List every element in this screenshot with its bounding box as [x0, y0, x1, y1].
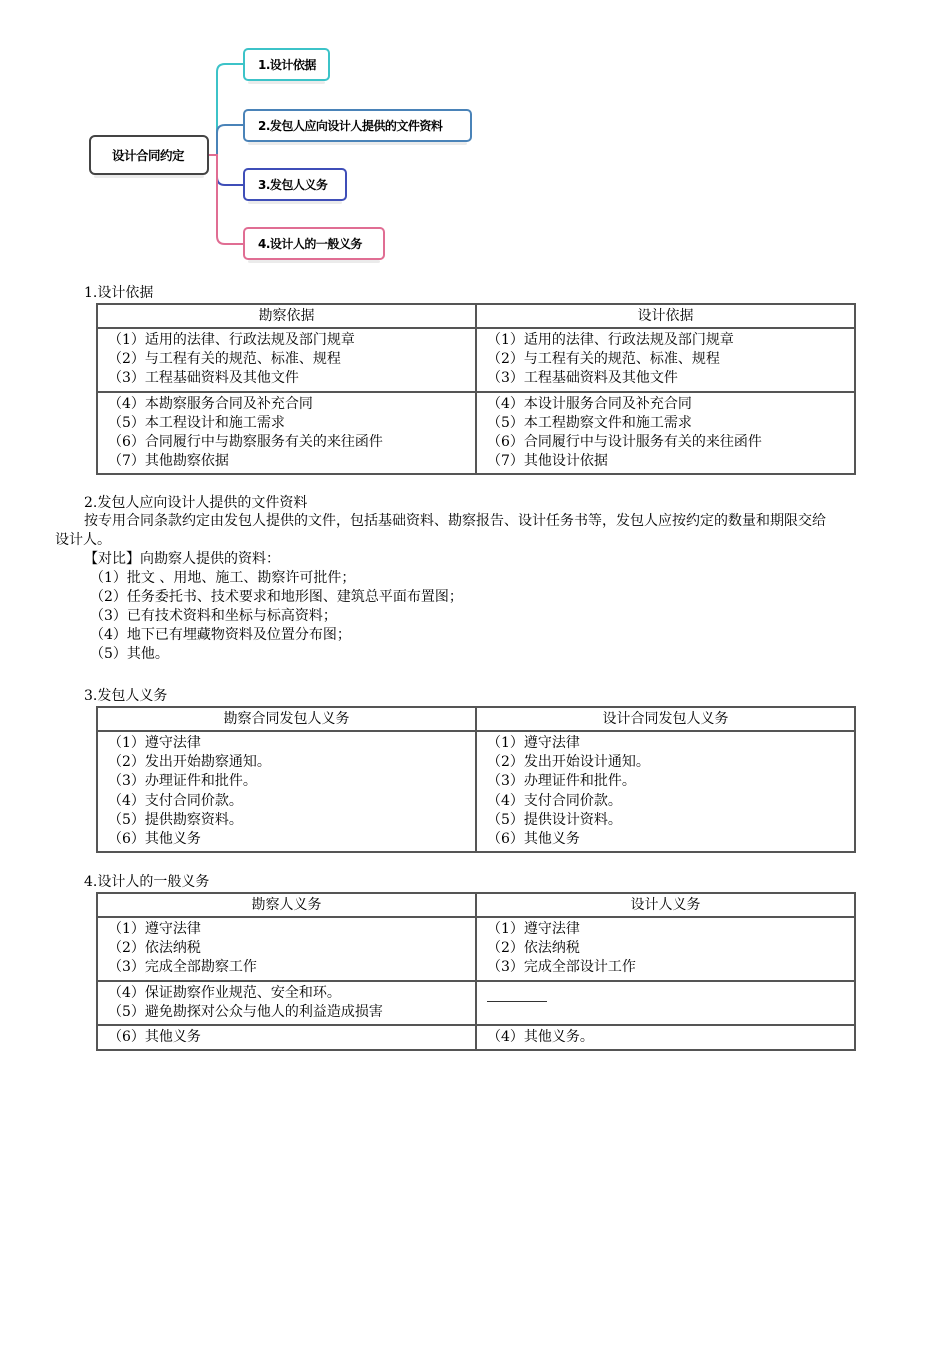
table-row	[97, 917, 855, 981]
list-item: （4）本勘察服务合同及补充合同	[108, 395, 313, 412]
list-item: （6）合同履行中与设计服务有关的来往函件	[487, 434, 762, 451]
list-item: （2）发出开始勘察通知。	[108, 754, 271, 771]
list-item: （5）避免勘探对公众与他人的利益造成损害	[108, 1003, 383, 1020]
list-item: （4）其他义务。	[487, 1029, 594, 1046]
list-item: （1）适用的法律、行政法规及部门规章	[487, 332, 734, 348]
section-1-title: 1.设计依据	[84, 285, 154, 301]
mindmap-branch-3: 3.发包人义务	[243, 168, 347, 201]
list-item: （2）与工程有关的规范、标准、规程	[487, 351, 720, 368]
mindmap-branch-1: 1.设计依据	[243, 48, 330, 81]
list-item: （4）地下已有埋藏物资料及位置分布图；	[90, 627, 351, 643]
list-item: （3）完成全部勘察工作	[108, 959, 257, 976]
column-header: 勘察人义务	[97, 893, 476, 917]
section-3-title: 3.发包人义务	[84, 688, 168, 704]
list-item: （1）适用的法律、行政法规及部门规章	[108, 332, 355, 348]
table-cell	[476, 981, 855, 1025]
list-item: （4）支付合同价款。	[108, 792, 243, 809]
list-item: （1）遵守法律	[487, 735, 580, 751]
mindmap-branch-4: 4.设计人的一般义务	[243, 227, 385, 260]
list-item: （4）保证勘察作业规范、安全和环。	[108, 984, 341, 1001]
mindmap-root-node: 设计合同约定	[89, 135, 209, 175]
table-cell	[476, 1025, 855, 1050]
list-item: （6）其他义务	[108, 1029, 201, 1046]
connector-3	[209, 155, 243, 185]
table-row	[97, 1025, 855, 1050]
designer-obligations-table	[96, 892, 856, 1051]
table-cell	[97, 1025, 476, 1050]
list-item: （3）工程基础资料及其他文件	[108, 370, 299, 387]
list-item: （7）其他勘察依据	[108, 453, 229, 470]
table-header-row	[97, 893, 855, 917]
list-item: （2）任务委托书、技术要求和地形图、建筑总平面布置图；	[90, 589, 463, 605]
list-item: （3）完成全部设计工作	[487, 959, 636, 976]
column-header: 勘察合同发包人义务	[97, 707, 476, 731]
list-item: （2）与工程有关的规范、标准、规程	[108, 351, 341, 368]
list-item: （5）本工程设计和施工需求	[108, 414, 285, 431]
employer-obligations-table	[96, 706, 856, 853]
list-item: （2）依法纳税	[108, 940, 201, 957]
connector-1	[209, 64, 243, 155]
table-row	[97, 981, 855, 1025]
mindmap	[0, 0, 950, 275]
list-item: （1）遵守法律	[108, 921, 201, 937]
table-row	[97, 731, 855, 852]
table-row	[97, 392, 855, 475]
list-item: （2）发出开始设计通知。	[487, 754, 650, 771]
list-item: （1）批文 、用地、施工、勘察许可批件；	[90, 570, 356, 586]
list-item: （5）提供设计资料。	[487, 811, 622, 828]
table-cell	[476, 731, 855, 852]
list-item: （6）其他义务	[108, 831, 201, 848]
comparison-label: 【对比】向勘察人提供的资料：	[84, 551, 280, 567]
list-item: （4）本设计服务合同及补充合同	[487, 395, 692, 412]
list-item: （3）办理证件和批件。	[487, 773, 636, 790]
list-item: （6）其他义务	[487, 831, 580, 848]
connector-4	[209, 155, 243, 244]
table-cell	[476, 392, 855, 475]
list-item: （5）本工程勘察文件和施工需求	[487, 414, 692, 431]
list-item: （6）合同履行中与勘察服务有关的来往函件	[108, 434, 383, 451]
list-item: （3）工程基础资料及其他文件	[487, 370, 678, 387]
list-item: （4）支付合同价款。	[487, 792, 622, 809]
list-item: （5）提供勘察资料。	[108, 811, 243, 828]
table-cell	[97, 392, 476, 475]
table-cell	[97, 917, 476, 981]
table-row	[97, 328, 855, 392]
table-cell	[476, 328, 855, 392]
section-2-paragraph-line-1: 按专用合同条款约定由发包人提供的文件，包括基础资料、勘察报告、设计任务书等，发包人应按约定的数量和期限交给	[84, 513, 826, 529]
list-item: （5）其他。	[90, 646, 169, 662]
list-item: （3）已有技术资料和坐标与标高资料；	[90, 608, 337, 624]
column-header: 设计合同发包人义务	[476, 707, 855, 731]
section-2-paragraph-line-2: 设计人。	[55, 532, 111, 548]
empty-dash	[487, 1001, 547, 1002]
list-item: （1）遵守法律	[487, 921, 580, 937]
table-header-row	[97, 707, 855, 731]
column-header: 设计依据	[476, 304, 855, 328]
table-cell	[97, 731, 476, 852]
table-cell	[97, 328, 476, 392]
table-cell	[476, 917, 855, 981]
connector-2	[209, 125, 243, 155]
section-2-title: 2.发包人应向设计人提供的文件资料	[84, 495, 308, 511]
table-header-row	[97, 304, 855, 328]
list-item: （1）遵守法律	[108, 735, 201, 751]
basis-table	[96, 303, 856, 475]
list-item: （3）办理证件和批件。	[108, 773, 257, 790]
list-item: （7）其他设计依据	[487, 453, 608, 470]
column-header: 设计人义务	[476, 893, 855, 917]
table-cell	[97, 981, 476, 1025]
mindmap-branch-2: 2.发包人应向设计人提供的文件资料	[243, 109, 472, 142]
section-4-title: 4.设计人的一般义务	[84, 874, 210, 890]
list-item: （2）依法纳税	[487, 940, 580, 957]
column-header: 勘察依据	[97, 304, 476, 328]
